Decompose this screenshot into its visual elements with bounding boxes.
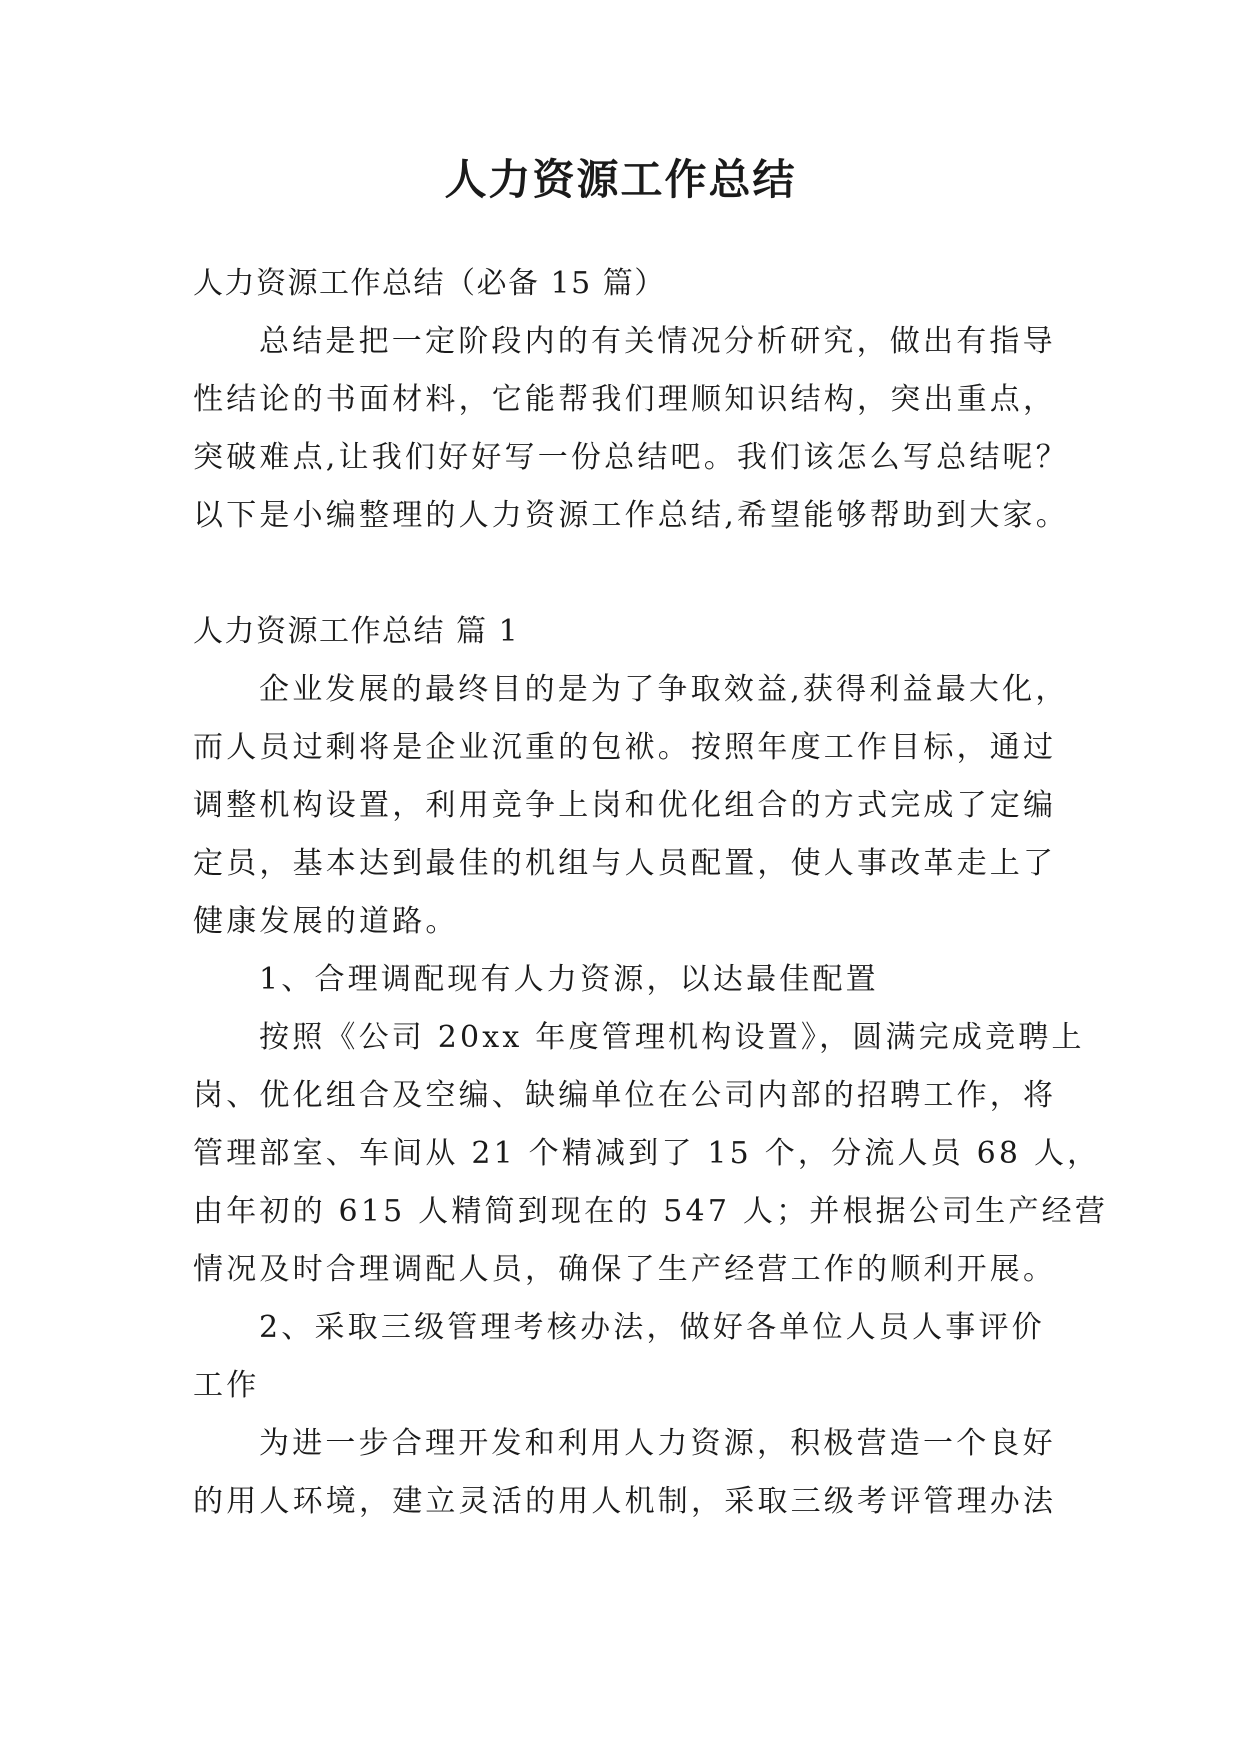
item-line: 为进一步合理开发和利用人力资源，积极营造一个良好: [259, 1426, 1056, 1461]
document-subtitle: 人力资源工作总结（必备 15 篇）: [193, 266, 666, 301]
item-heading: 工作: [193, 1368, 260, 1403]
item-line: 情况及时合理调配人员，确保了生产经营工作的顺利开展。: [193, 1252, 1057, 1287]
intro-line: 以下是小编整理的人力资源工作总结,希望能够帮助到大家。: [193, 498, 1069, 533]
paragraph-gap: [193, 545, 1073, 603]
section-heading: 人力资源工作总结 篇 1: [193, 614, 520, 649]
intro-line: 突破难点,让我们好好写一份总结吧。我们该怎么写总结呢？: [193, 440, 1069, 475]
item-line: 的用人环境，建立灵活的用人机制，采取三级考评管理办法: [193, 1484, 1057, 1519]
document-title: 人力资源工作总结: [444, 155, 797, 204]
item-line: 按照《公司 20xx 年度管理机构设置》，圆满完成竞聘上: [259, 1020, 1085, 1055]
section-line: 而人员过剩将是企业沉重的包袱。按照年度工作目标，通过: [193, 730, 1057, 765]
item-heading: 1、合理调配现有人力资源，以达最佳配置: [259, 962, 879, 997]
section-line: 企业发展的最终目的是为了争取效益,获得利益最大化，: [259, 672, 1069, 707]
item-line: 岗、优化组合及空编、缺编单位在公司内部的招聘工作，将: [193, 1078, 1057, 1113]
intro-line: 性结论的书面材料，它能帮我们理顺知识结构，突出重点，: [193, 382, 1057, 417]
document-body: [193, 255, 1109, 1531]
item-heading: 2、采取三级管理考核办法，做好各单位人员人事评价: [259, 1310, 1045, 1345]
section-line: 健康发展的道路。: [193, 904, 459, 939]
section-line: 调整机构设置，利用竞争上岗和优化组合的方式完成了定编: [193, 788, 1057, 823]
item-line: 管理部室、车间从 21 个精减到了 15 个，分流人员 68 人，: [193, 1136, 1101, 1171]
item-line: 由年初的 615 人精简到现在的 547 人；并根据公司生产经营: [193, 1194, 1109, 1229]
section-line: 定员，基本达到最佳的机组与人员配置，使人事改革走上了: [193, 846, 1057, 881]
intro-line: 总结是把一定阶段内的有关情况分析研究，做出有指导: [259, 324, 1056, 359]
